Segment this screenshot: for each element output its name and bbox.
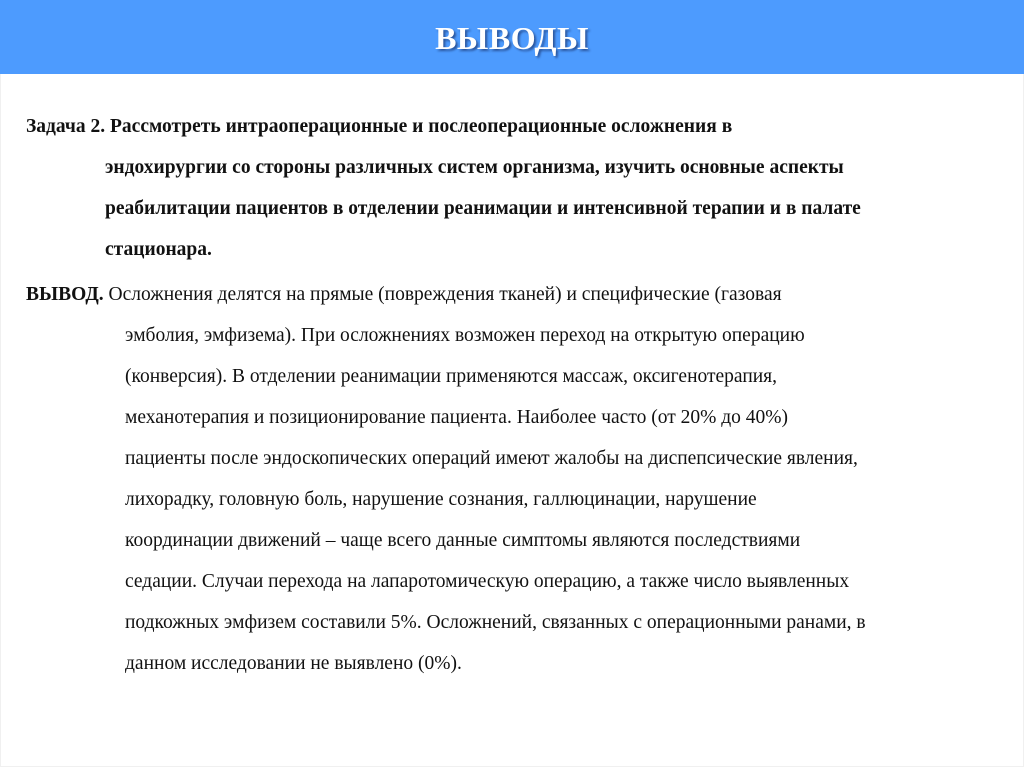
conclusion-label: ВЫВОД. xyxy=(26,284,104,305)
task-line: эндохирургии со стороны различных систем организма, изучить основные аспекты xyxy=(105,157,844,178)
conclusion-line: механотерапия и позиционирование пациента. Наиболее часто (от 20% до 40%) xyxy=(125,407,788,428)
task-line: реабилитации пациентов в отделении реанимации и интенсивной терапии и в палате xyxy=(105,198,861,219)
conclusion-line: (конверсия). В отделении реанимации применяются массаж, оксигенотерапия, xyxy=(125,366,778,387)
task-line: Задача 2. Рассмотреть интраоперационные и послеоперационные осложнения в xyxy=(26,116,733,137)
task-line: стационара. xyxy=(105,239,212,260)
conclusion-line xyxy=(26,274,1006,315)
title-bar xyxy=(0,0,1024,74)
conclusion-line: пациенты после эндоскопических операций имеют жалобы на диспепсические явления, xyxy=(125,448,858,469)
conclusion-text: Осложнения делятся на прямые (повреждения тканей) и специфические (газовая xyxy=(103,284,782,305)
conclusion-paragraph xyxy=(26,274,1006,684)
conclusion-line: эмболия, эмфизема). При осложнениях возможен переход на открытую операцию xyxy=(125,325,805,346)
conclusion-line: лихорадку, головную боль, нарушение сознания, галлюцинации, нарушение xyxy=(125,489,757,510)
conclusion-line: седации. Случаи перехода на лапаротомическую операцию, а также число выявленных xyxy=(125,571,850,592)
conclusion-line: координации движений – чаще всего данные симптомы являются последствиями xyxy=(125,530,801,551)
slide-title: ВЫВОДЫ xyxy=(435,20,589,56)
conclusion-line: данном исследовании не выявлено (0%). xyxy=(125,653,462,674)
task-paragraph xyxy=(26,106,1006,270)
conclusion-line: подкожных эмфизем составили 5%. Осложнений, связанных с операционными ранами, в xyxy=(125,612,866,633)
